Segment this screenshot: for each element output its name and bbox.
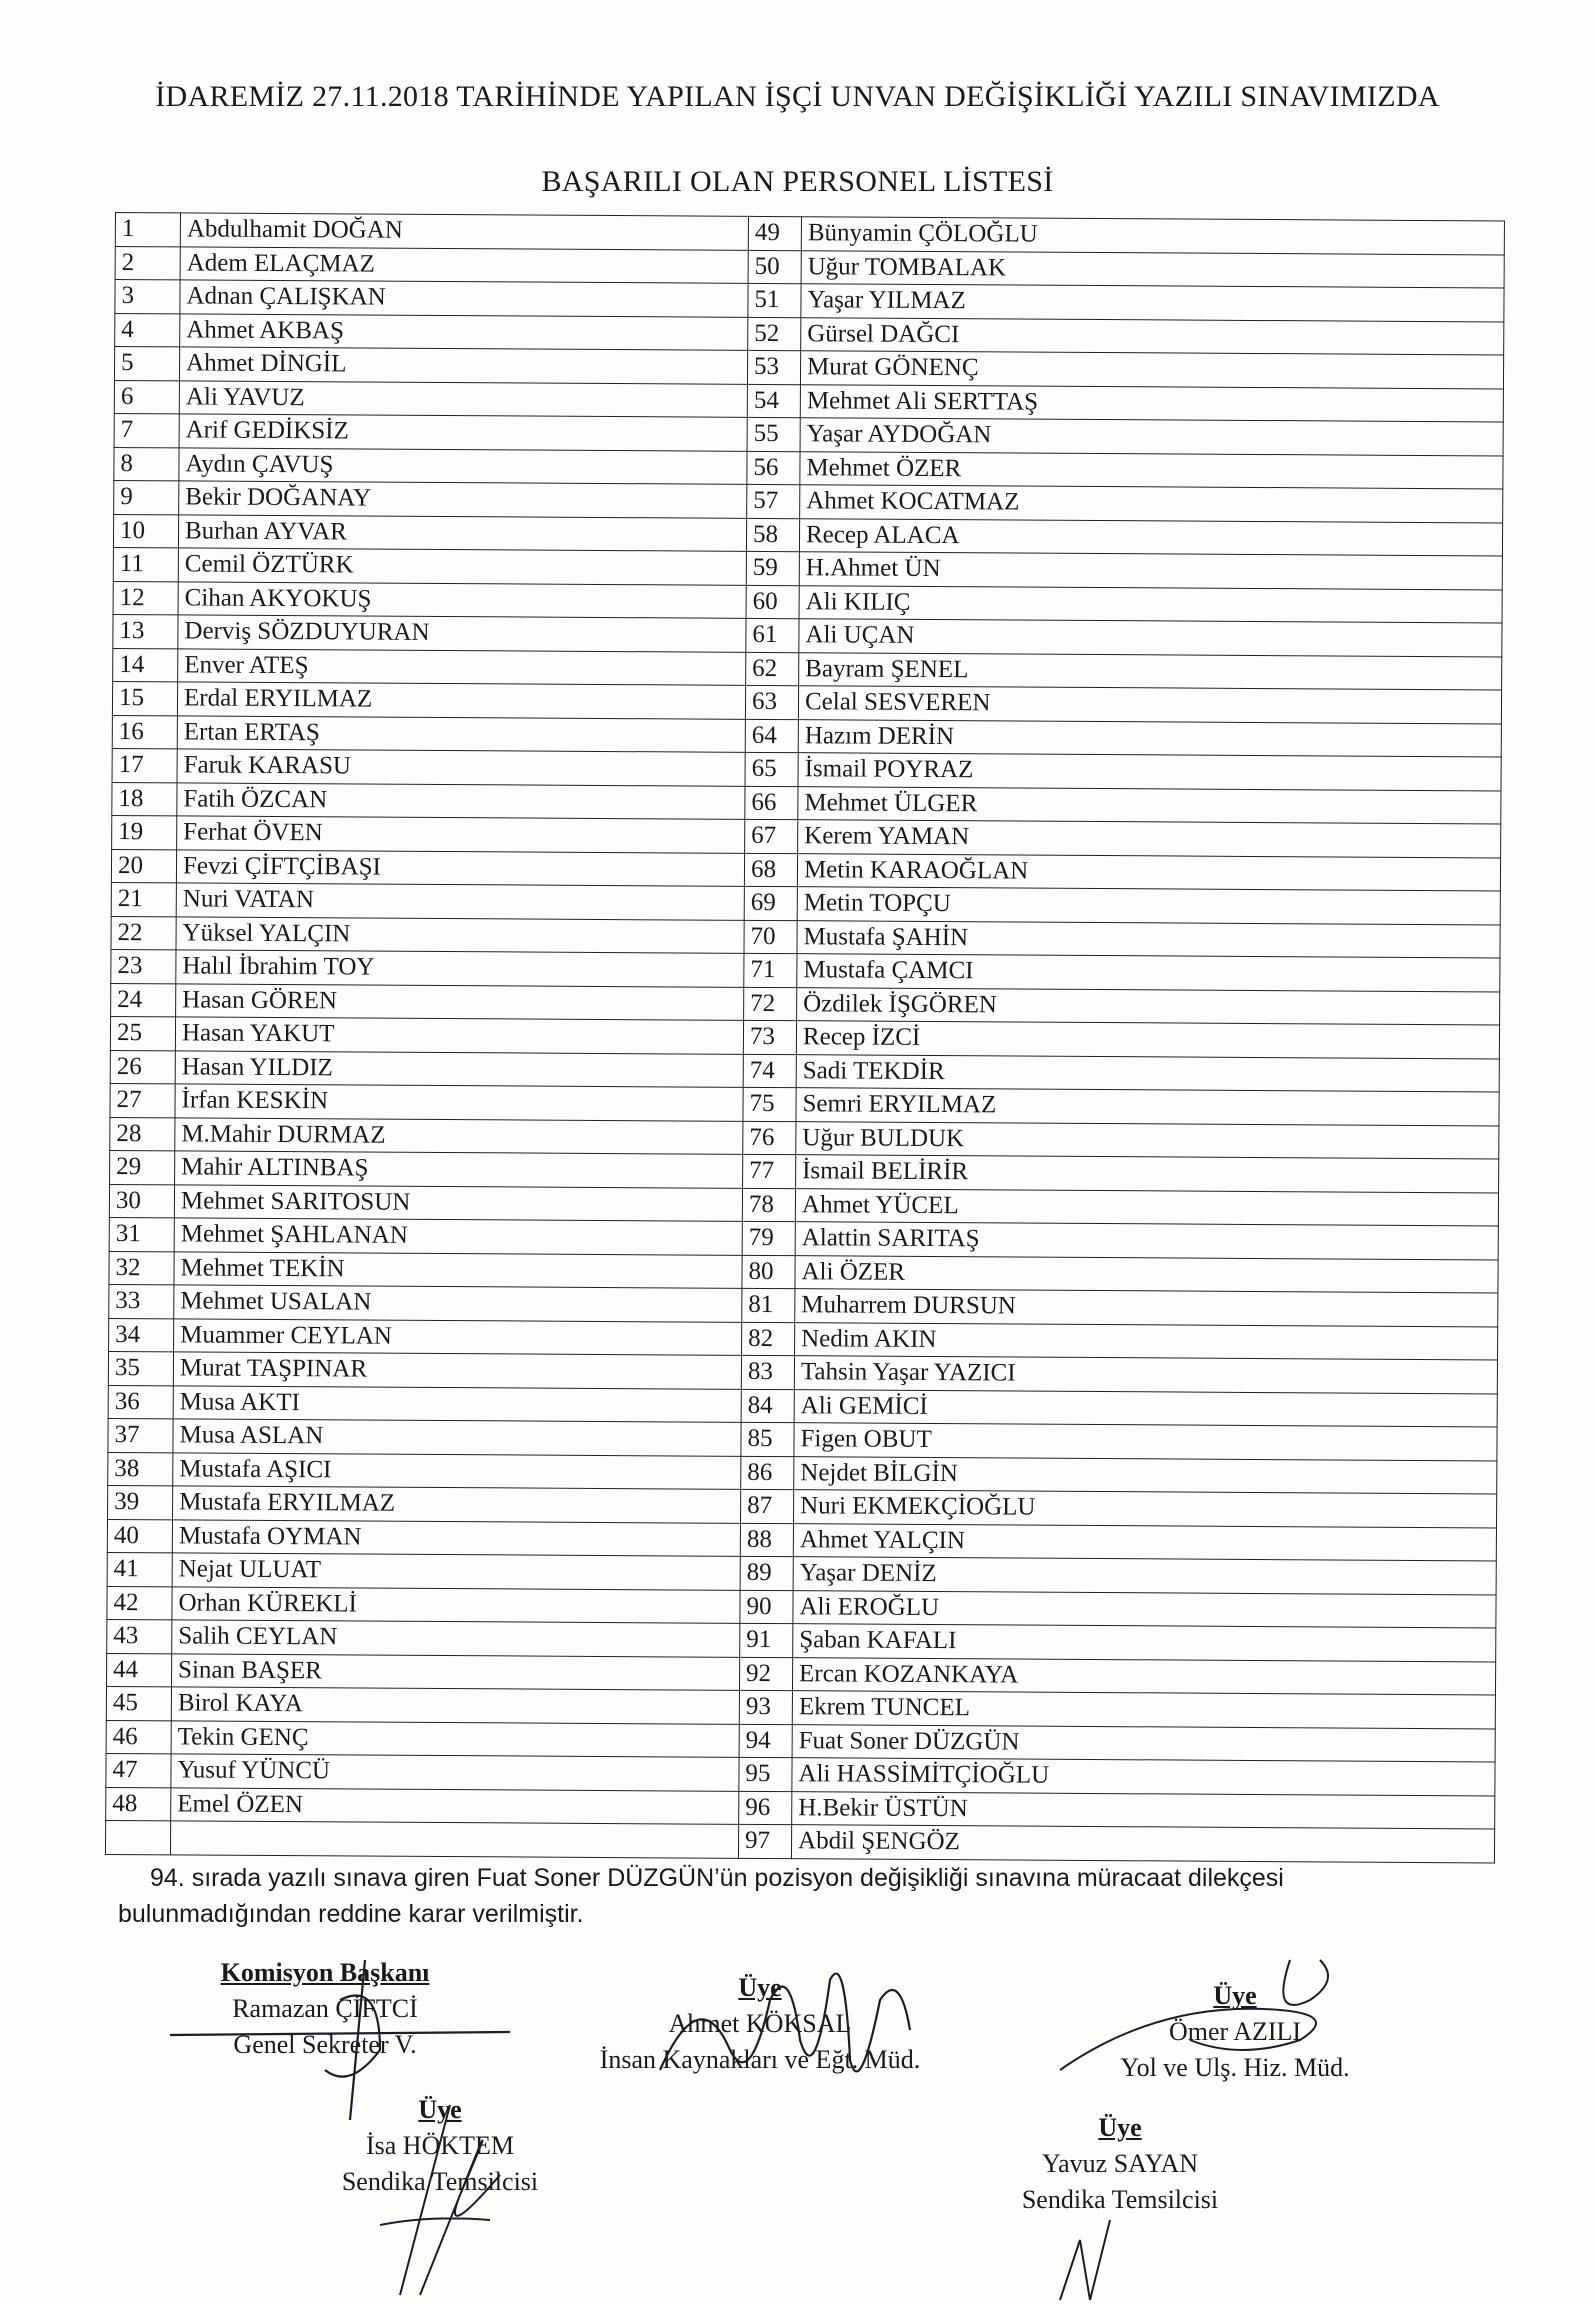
signature-block-union-1: [300, 2092, 580, 2200]
person-name-right: Şaban KAFALI: [793, 1624, 1496, 1662]
person-name-left: Murat TAŞPINAR: [173, 1352, 741, 1389]
person-name-right: Ahmet YÜCEL: [795, 1188, 1498, 1226]
person-name-right: Mehmet ÜLGER: [798, 786, 1501, 824]
row-number-left: 32: [109, 1251, 174, 1285]
person-name-left: Birol KAYA: [171, 1687, 739, 1724]
signature-name: Yavuz SAYAN: [1041, 2149, 1199, 2178]
row-number-right: 84: [741, 1389, 794, 1423]
person-name-right: Nuri EKMEKÇİOĞLU: [794, 1490, 1497, 1528]
person-name-right: Hazım DERİN: [798, 719, 1501, 757]
row-number-right: 56: [747, 451, 800, 485]
row-number-left: 11: [113, 547, 178, 581]
signature-block-chair: [195, 1955, 455, 2063]
row-number-left: 17: [112, 748, 177, 782]
person-name-left: Ahmet DİNGİL: [179, 347, 747, 384]
person-name-left: Enver ATEŞ: [178, 648, 746, 685]
row-number-left: 35: [108, 1351, 173, 1385]
row-number-left: 30: [109, 1184, 174, 1218]
row-number-right: 85: [741, 1422, 794, 1456]
row-number-right: 90: [740, 1590, 793, 1624]
person-name-right: Yaşar DENİZ: [793, 1557, 1496, 1595]
person-name-right: Tahsin Yaşar YAZICI: [794, 1356, 1497, 1394]
person-name-right: Figen OBUT: [794, 1423, 1497, 1461]
row-number-right: 50: [748, 250, 801, 284]
row-number-right: 52: [748, 317, 801, 351]
person-name-right: Mehmet ÖZER: [800, 451, 1503, 489]
row-number-left: 18: [112, 782, 177, 816]
row-number-right: 70: [744, 920, 797, 954]
person-name-left: Nejat ULUAT: [172, 1553, 740, 1590]
person-name-left: Musa ASLAN: [173, 1419, 741, 1456]
row-number-right: 58: [746, 518, 799, 552]
person-name-left: Adnan ÇALIŞKAN: [180, 280, 748, 317]
person-name-right: Fuat Soner DÜZGÜN: [792, 1724, 1495, 1762]
row-number-right: 49: [748, 216, 801, 250]
person-name-right: Ahmet KOCATMAZ: [800, 485, 1503, 523]
row-number-right: 72: [744, 987, 797, 1021]
row-number-left: 34: [109, 1318, 174, 1352]
row-number-left: 39: [108, 1485, 173, 1519]
signature-name: Ahmet KÖKSAL: [668, 2009, 852, 2038]
person-name-left: Ferhat ÖVEN: [177, 816, 745, 853]
row-number-left: 40: [107, 1519, 172, 1553]
person-name-right: Ali HASSİMİTÇİOĞLU: [792, 1758, 1495, 1796]
person-name-left: Nuri VATAN: [176, 883, 744, 920]
person-name-left: Fatih ÖZCAN: [177, 782, 745, 819]
row-number-right: 53: [747, 350, 800, 384]
row-number-right: 82: [742, 1322, 795, 1356]
person-name-left: Bekir DOĞANAY: [179, 481, 747, 518]
person-name-left: Burhan AYVAR: [178, 514, 746, 551]
person-name-right: Ahmet YALÇIN: [793, 1523, 1496, 1561]
person-name-left: Fevzi ÇİFTÇİBAŞI: [176, 849, 744, 886]
row-number-left: 46: [106, 1720, 171, 1754]
person-name-left: Faruk KARASU: [177, 749, 745, 786]
person-name-left: Yüksel YALÇIN: [176, 916, 744, 953]
row-number-right: 55: [747, 417, 800, 451]
row-number-left: 22: [111, 916, 176, 950]
document-title: İDAREMİZ 27.11.2018 TARİHİNDE YAPILAN İŞÇİ UNVAN DEĞİŞİKLİĞİ YAZILI SINAVIMIZDA: [155, 80, 1440, 113]
row-number-left: 28: [110, 1117, 175, 1151]
note-line-2: bulunmadığından reddine karar verilmiştir.: [118, 1900, 584, 1928]
row-number-left: 24: [111, 983, 176, 1017]
person-name-left: Sinan BAŞER: [171, 1653, 739, 1690]
row-number-right: 95: [739, 1757, 792, 1791]
table-row: [105, 1820, 1494, 1862]
row-number-right: 69: [744, 886, 797, 920]
row-number-left: 3: [115, 280, 180, 314]
person-name-right: Ali EROĞLU: [793, 1590, 1496, 1628]
person-name-left: Hasan YILDIZ: [175, 1050, 743, 1087]
person-name-left: Orhan KÜREKLİ: [172, 1586, 740, 1623]
person-name-left: Muammer CEYLAN: [174, 1318, 742, 1355]
row-number-right: 77: [743, 1154, 796, 1188]
row-number-left: 33: [109, 1284, 174, 1318]
person-name-left: Mustafa AŞICI: [173, 1452, 741, 1489]
person-name-left: Salih CEYLAN: [172, 1620, 740, 1657]
person-name-right: Özdilek İŞGÖREN: [797, 987, 1500, 1025]
person-name-right: Nedim AKIN: [795, 1322, 1498, 1360]
person-name-left: Abdulhamit DOĞAN: [180, 213, 748, 250]
row-number-left: 31: [109, 1217, 174, 1251]
person-name-right: Sadi TEKDİR: [796, 1054, 1499, 1092]
row-number-right: 80: [742, 1255, 795, 1289]
signature-title: Yol ve Ulş. Hiz. Müd.: [1120, 2053, 1350, 2082]
person-name-left: M.Mahir DURMAZ: [175, 1117, 743, 1154]
person-name-left: Tekin GENÇ: [171, 1720, 739, 1757]
row-number-left: 10: [113, 514, 178, 548]
row-number-right: 67: [745, 819, 798, 853]
row-number-left: 21: [111, 882, 176, 916]
row-number-right: 76: [743, 1121, 796, 1155]
signature-title: Sendika Temsilcisi: [341, 2167, 539, 2196]
row-number-left: 45: [106, 1686, 171, 1720]
person-name-right: Uğur TOMBALAK: [801, 250, 1504, 288]
person-name-right: Nejdet BİLGİN: [794, 1456, 1497, 1494]
person-name-left: Emel ÖZEN: [171, 1787, 739, 1824]
person-name-left: Cemil ÖZTÜRK: [178, 548, 746, 585]
person-name-right: Yaşar AYDOĞAN: [800, 418, 1503, 456]
row-number-right: 78: [742, 1188, 795, 1222]
person-name-left: Yusuf YÜNCÜ: [171, 1754, 739, 1791]
signature-title: Genel Sekreter V.: [233, 2030, 417, 2059]
signature-block-union-2: [980, 2110, 1260, 2218]
signature-role: Komisyon Başkanı: [220, 1958, 430, 1987]
row-number-right: 57: [747, 484, 800, 518]
person-name-right: Gürsel DAĞCI: [801, 317, 1504, 355]
row-number-left: 7: [114, 413, 179, 447]
person-name-left: Aydın ÇAVUŞ: [179, 447, 747, 484]
person-name-left: Musa AKTI: [173, 1385, 741, 1422]
row-number-left: 19: [112, 815, 177, 849]
signature-role: Üye: [738, 1973, 782, 2002]
row-number-right: 64: [745, 719, 798, 753]
row-number-right: 60: [746, 585, 799, 619]
row-number-right: 79: [742, 1221, 795, 1255]
row-number-left: 25: [110, 1016, 175, 1050]
row-number-right: 89: [740, 1556, 793, 1590]
row-number-right: 93: [739, 1690, 792, 1724]
person-name-right: Yaşar YILMAZ: [801, 284, 1504, 322]
row-number-right: 59: [746, 551, 799, 585]
person-name-left: Hasan GÖREN: [176, 983, 744, 1020]
row-number-right: 92: [739, 1657, 792, 1691]
person-name-right: Ali KILIÇ: [799, 585, 1502, 623]
person-name-right: İsmail POYRAZ: [798, 753, 1501, 791]
row-number-left: 48: [106, 1787, 171, 1821]
person-name-left: Mehmet USALAN: [174, 1285, 742, 1322]
person-name-left: Mehmet TEKİN: [174, 1251, 742, 1288]
person-name-left: Mahir ALTINBAŞ: [175, 1151, 743, 1188]
person-name-left: Cihan AKYOKUŞ: [178, 581, 746, 618]
person-name-right: Ercan KOZANKAYA: [792, 1657, 1495, 1695]
person-name-right: Ekrem TUNCEL: [792, 1691, 1495, 1729]
personnel-table: [105, 212, 1505, 1863]
row-number-left: 26: [110, 1050, 175, 1084]
row-number-right: 94: [739, 1724, 792, 1758]
row-number-left: 37: [108, 1418, 173, 1452]
row-number-left: 38: [108, 1452, 173, 1486]
row-number-right: 54: [747, 384, 800, 418]
person-name-right: Mustafa ÇAMCI: [797, 954, 1500, 992]
document-subtitle: BAŞARILI OLAN PERSONEL LİSTESİ: [541, 165, 1054, 198]
row-number-left: 1: [115, 213, 180, 247]
row-number-right: 75: [743, 1087, 796, 1121]
person-name-right: Ali UÇAN: [799, 619, 1502, 657]
person-name-left: Derviş SÖZDUYURAN: [178, 615, 746, 652]
person-name-right: Bünyamin ÇÖLOĞLU: [801, 217, 1504, 255]
signature-block-road: [1085, 1978, 1385, 2086]
row-number-right: 83: [741, 1355, 794, 1389]
row-number-right: 81: [742, 1288, 795, 1322]
person-name-right: Ali ÖZER: [795, 1255, 1498, 1293]
row-number-left: 44: [106, 1653, 171, 1687]
person-name-right: H.Bekir ÜSTÜN: [792, 1791, 1495, 1829]
person-name-right: H.Ahmet ÜN: [799, 552, 1502, 590]
row-number-right: 66: [745, 786, 798, 820]
person-name-left: Erdal ERYILMAZ: [177, 682, 745, 719]
row-number-right: 97: [738, 1824, 791, 1858]
row-number-left: 2: [115, 246, 180, 280]
person-name-right: Celal SESVEREN: [798, 686, 1501, 724]
row-number-right: 68: [744, 853, 797, 887]
row-number-left: 5: [114, 347, 179, 381]
row-number-left: 9: [114, 480, 179, 514]
row-number-left: 16: [112, 715, 177, 749]
row-number-right: 74: [743, 1054, 796, 1088]
person-name-right: Recep ALACA: [799, 518, 1502, 556]
row-number-left: 47: [106, 1753, 171, 1787]
person-name-right: Bayram ŞENEL: [799, 652, 1502, 690]
row-number-left: 20: [111, 849, 176, 883]
row-number-right: 65: [745, 752, 798, 786]
row-number-left: 41: [107, 1552, 172, 1586]
signature-name: İsa HÖKTEM: [365, 2131, 515, 2160]
signature-name: Ramazan ÇİFTCİ: [232, 1994, 418, 2023]
person-name-left: [170, 1821, 738, 1858]
person-name-right: Abdil ŞENGÖZ: [791, 1825, 1494, 1863]
person-name-left: Mehmet ŞAHLANAN: [174, 1218, 742, 1255]
person-name-right: Murat GÖNENÇ: [800, 351, 1503, 389]
row-number-left: 27: [110, 1083, 175, 1117]
person-name-right: Mustafa ŞAHİN: [797, 920, 1500, 958]
signature-title: İnsan Kaynakları ve Eğt. Müd.: [599, 2045, 921, 2074]
signature-title: Sendika Temsilcisi: [1021, 2185, 1219, 2214]
row-number-left: 43: [107, 1619, 172, 1653]
person-name-left: Mustafa OYMAN: [172, 1519, 740, 1556]
row-number-right: 88: [740, 1523, 793, 1557]
signature-role: Üye: [418, 2095, 462, 2124]
person-name-left: İrfan KESKİN: [175, 1084, 743, 1121]
person-name-right: Metin KARAOĞLAN: [797, 853, 1500, 891]
person-name-left: Arif GEDİKSİZ: [179, 414, 747, 451]
person-name-right: Ali GEMİCİ: [794, 1389, 1497, 1427]
row-number-left: 12: [113, 581, 178, 615]
signature-block-hr: [560, 1970, 960, 2078]
signature-role: Üye: [1098, 2113, 1142, 2142]
row-number-left: 36: [108, 1385, 173, 1419]
row-number-left: 6: [114, 380, 179, 414]
person-name-left: Ahmet AKBAŞ: [180, 313, 748, 350]
person-name-right: Alattin SARITAŞ: [795, 1222, 1498, 1260]
row-number-right: 61: [746, 618, 799, 652]
person-name-right: Metin TOPÇU: [797, 887, 1500, 925]
person-name-right: Recep İZCİ: [796, 1021, 1499, 1059]
row-number-left: 23: [111, 949, 176, 983]
person-name-left: Mustafa ERYILMAZ: [173, 1486, 741, 1523]
person-name-left: Ali YAVUZ: [179, 380, 747, 417]
row-number-right: 71: [744, 953, 797, 987]
person-name-left: Hasan YAKUT: [175, 1017, 743, 1054]
row-number-right: 73: [743, 1020, 796, 1054]
person-name-left: Mehmet SARITOSUN: [174, 1184, 742, 1221]
person-name-right: Uğur BULDUK: [796, 1121, 1499, 1159]
person-name-left: Halıl İbrahim TOY: [176, 950, 744, 987]
row-number-right: 87: [741, 1489, 794, 1523]
row-number-left: 29: [110, 1150, 175, 1184]
row-number-left: [105, 1820, 170, 1854]
row-number-left: 4: [115, 313, 180, 347]
row-number-left: 15: [112, 681, 177, 715]
person-name-right: Kerem YAMAN: [798, 820, 1501, 858]
note-line-1: 94. sırada yazılı sınava giren Fuat Soner DÜZGÜN’ün pozisyon değişikliği sınavına müracaat dilekçesi: [150, 1864, 1284, 1892]
person-name-right: Semri ERYILMAZ: [796, 1088, 1499, 1126]
person-name-left: Adem ELAÇMAZ: [180, 246, 748, 283]
row-number-right: 86: [741, 1456, 794, 1490]
person-name-right: Muharrem DURSUN: [795, 1289, 1498, 1327]
row-number-right: 91: [740, 1623, 793, 1657]
decision-note: [118, 1860, 1518, 1932]
row-number-right: 96: [739, 1791, 792, 1825]
row-number-left: 42: [107, 1586, 172, 1620]
row-number-left: 14: [113, 648, 178, 682]
row-number-right: 62: [746, 652, 799, 686]
person-name-right: İsmail BELİRİR: [796, 1155, 1499, 1193]
row-number-left: 13: [113, 614, 178, 648]
row-number-right: 51: [748, 283, 801, 317]
person-name-right: Mehmet Ali SERTTAŞ: [800, 384, 1503, 422]
row-number-right: 63: [745, 685, 798, 719]
signature-name: Ömer AZILI: [1168, 2017, 1302, 2046]
signature-role: Üye: [1213, 1981, 1257, 2010]
person-name-left: Ertan ERTAŞ: [177, 715, 745, 752]
row-number-left: 8: [114, 447, 179, 481]
